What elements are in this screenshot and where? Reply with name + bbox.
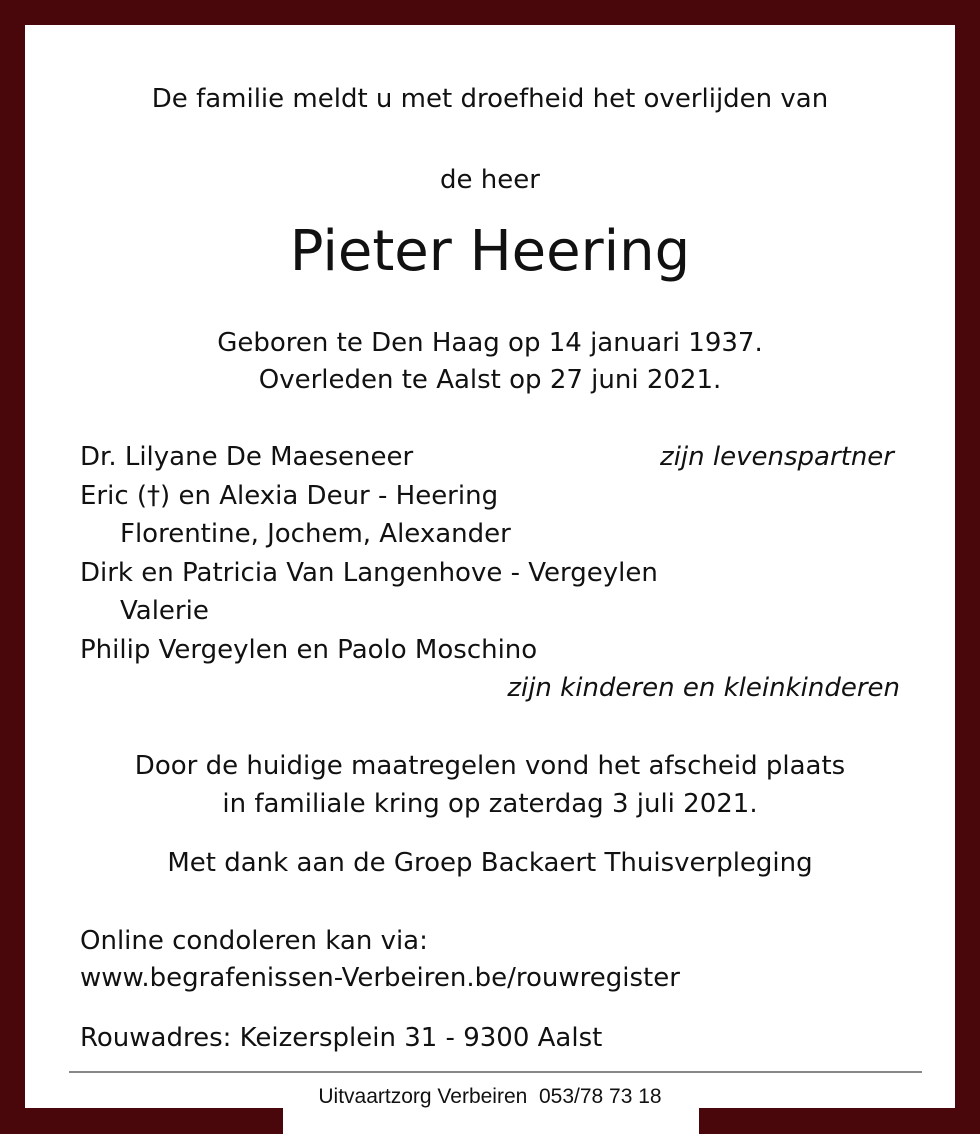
family-member: Dr. Lilyane De Maeseneer (80, 442, 414, 472)
condolences-label: Online condoleren kan via: (80, 926, 428, 956)
family-member: Dirk en Patricia Van Langenhove - Vergeylen (80, 558, 658, 588)
mourning-address: Rouwadres: Keizersplein 31 - 9300 Aalst (80, 1023, 603, 1053)
thanks-text: Met dank aan de Groep Backaert Thuisverpleging (167, 848, 813, 878)
death-line: Overleden te Aalst op 27 juni 2021. (258, 365, 722, 395)
birth-line: Geboren te Den Haag op 14 januari 1937. (217, 328, 763, 358)
divider (69, 1071, 922, 1073)
role-children: zijn kinderen en kleinkinderen (507, 673, 900, 703)
role-partner: zijn levenspartner (660, 442, 894, 472)
title-prefix: de heer (440, 165, 540, 195)
deceased-name: Pieter Heering (289, 219, 691, 284)
farewell-line-2: in familiale kring op zaterdag 3 juli 2021. (222, 789, 758, 819)
condolences-link[interactable]: www.begrafenissen-Verbeiren.be/rouwregister (80, 963, 680, 993)
family-member: Valerie (120, 596, 209, 626)
family-member: Eric (†) en Alexia Deur - Heering (80, 481, 499, 511)
family-member: Philip Vergeylen en Paolo Moschino (80, 635, 538, 665)
intro-text: De familie meldt u met droefheid het overlijden van (151, 84, 829, 114)
farewell-line-1: Door de huidige maatregelen vond het afscheid plaats (134, 751, 846, 781)
family-member: Florentine, Jochem, Alexander (120, 519, 511, 549)
funeral-home-footer: Uitvaartzorg Verbeiren 053/78 73 18 (318, 1085, 662, 1108)
